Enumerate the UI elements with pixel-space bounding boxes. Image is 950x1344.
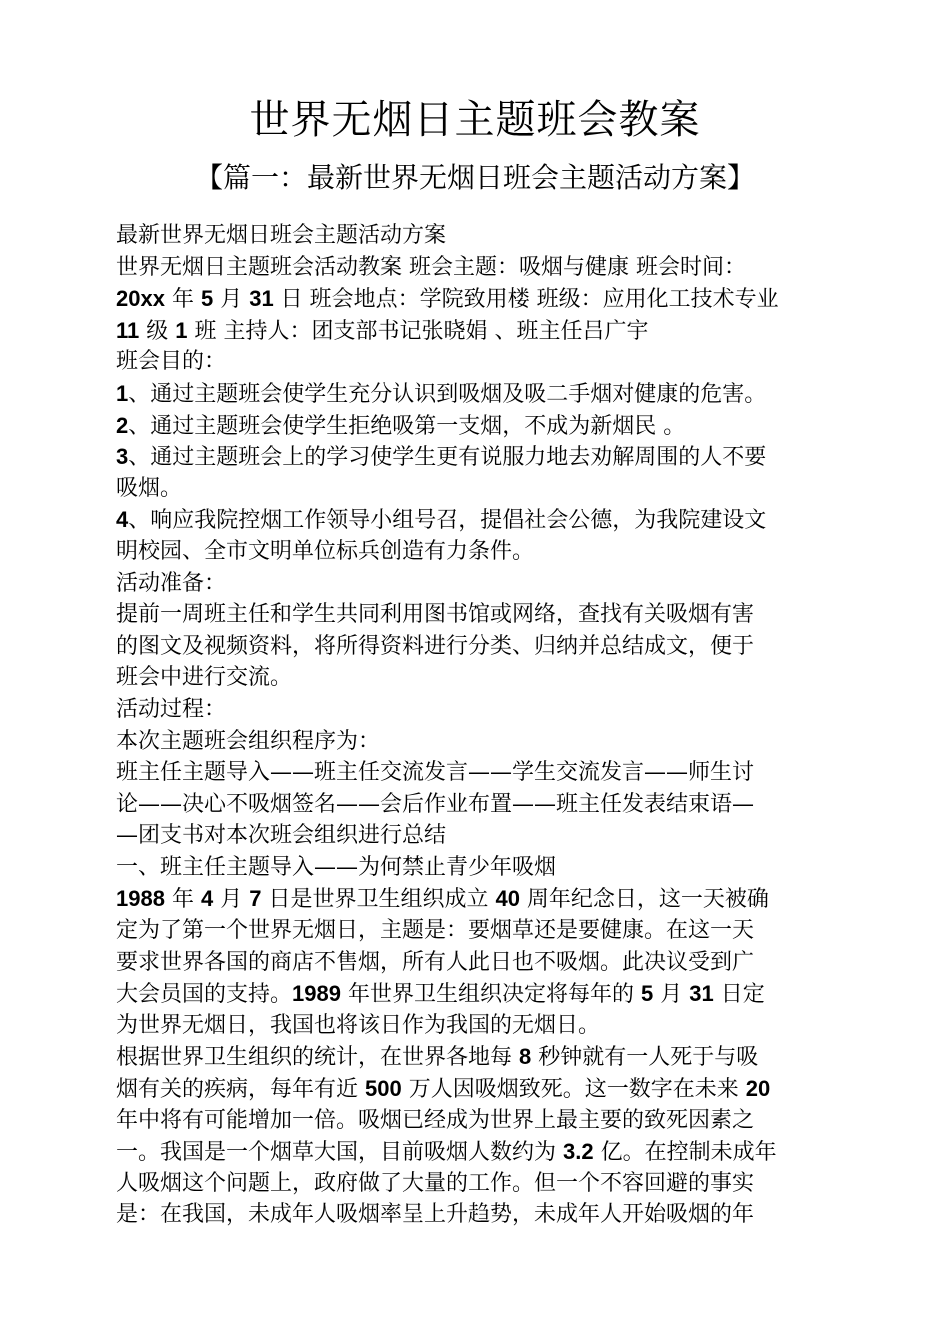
text-line: 一、班主任主题导入——为何禁止青少年吸烟 (116, 854, 557, 880)
document-title: 世界无烟日主题班会教案 (249, 97, 701, 143)
text-line: 活动准备： (116, 570, 227, 596)
text-line: —团支书对本次班会组织进行总结 (116, 823, 447, 849)
text-line: 4、响应我院控烟工作领导小组号召，提倡社会公德，为我院建设文 (116, 507, 767, 534)
text-line: 世界无烟日主题班会活动教案 班会主题：吸烟与健康 班会时间： (116, 254, 746, 280)
text-line: 明校园、全市文明单位标兵创造有力条件。 (116, 538, 535, 564)
text-line: 烟有关的疾病，每年有近 500 万人因吸烟致死。这一数字在未来 20 (116, 1076, 771, 1103)
text-line: 人吸烟这个问题上，政府做了大量的工作。但一个不容回避的事实 (116, 1170, 755, 1196)
text-line: 班会目的： (116, 349, 227, 375)
text-line: 是：在我国，未成年人吸烟率呈上升趋势，未成年人开始吸烟的年 (116, 1202, 755, 1228)
text-line: 吸烟。 (116, 475, 183, 501)
text-line: 本次主题班会组织程序为： (116, 728, 381, 754)
text-line: 3、通过主题班会上的学习使学生更有说服力地去劝解周围的人不要 (116, 444, 767, 471)
text-line: 班主任主题导入——班主任交流发言——学生交流发言——师生讨 (116, 760, 755, 786)
text-line: 1988 年 4 月 7 日是世界卫生组织成立 40 周年纪念日，这一天被确 (116, 886, 769, 913)
text-line: 11 级 1 班 主持人：团支部书记张晓娟 、班主任吕广宇 (116, 317, 649, 344)
text-line: 提前一周班主任和学生共同利用图书馆或网络，查找有关吸烟有害 (116, 602, 755, 628)
document-subtitle: 【篇一：最新世界无烟日班会主题活动方案】 (194, 161, 755, 194)
text-line: 班会中进行交流。 (116, 665, 293, 691)
document-body (116, 220, 836, 1231)
text-line: 年中将有可能增加一倍。吸烟已经成为世界上最主要的致死因素之 (116, 1107, 755, 1133)
text-line: 为世界无烟日，我国也将该日作为我国的无烟日。 (116, 1012, 601, 1038)
text-line: 要求世界各国的商店不售烟，所有人此日也不吸烟。此决议受到广 (116, 949, 755, 975)
text-line: 20xx 年 5 月 31 日 班会地点：学院致用楼 班级：应用化工技术专业 (116, 286, 779, 313)
text-line: 一。我国是一个烟草大国，目前吸烟人数约为 3.2 亿。在控制未成年 (116, 1139, 777, 1166)
text-line: 论——决心不吸烟签名——会后作业布置——班主任发表结束语— (116, 791, 755, 817)
text-line: 2、通过主题班会使学生拒绝吸第一支烟，不成为新烟民 。 (116, 412, 686, 439)
text-line: 活动过程： (116, 696, 227, 722)
text-line: 的图文及视频资料，将所得资料进行分类、归纳并总结成文，便于 (116, 633, 755, 659)
text-line: 1、通过主题班会使学生充分认识到吸烟及吸二手烟对健康的危害。 (116, 380, 767, 407)
text-line: 最新世界无烟日班会主题活动方案 (116, 223, 447, 248)
text-line: 根据世界卫生组织的统计，在世界各地每 8 秒钟就有一人死于与吸 (116, 1044, 759, 1071)
text-line: 定为了第一个世界无烟日，主题是：要烟草还是要健康。在这一天 (116, 918, 755, 944)
text-line: 大会员国的支持。1989 年世界卫生组织决定将每年的 5 月 31 日定 (116, 981, 765, 1008)
